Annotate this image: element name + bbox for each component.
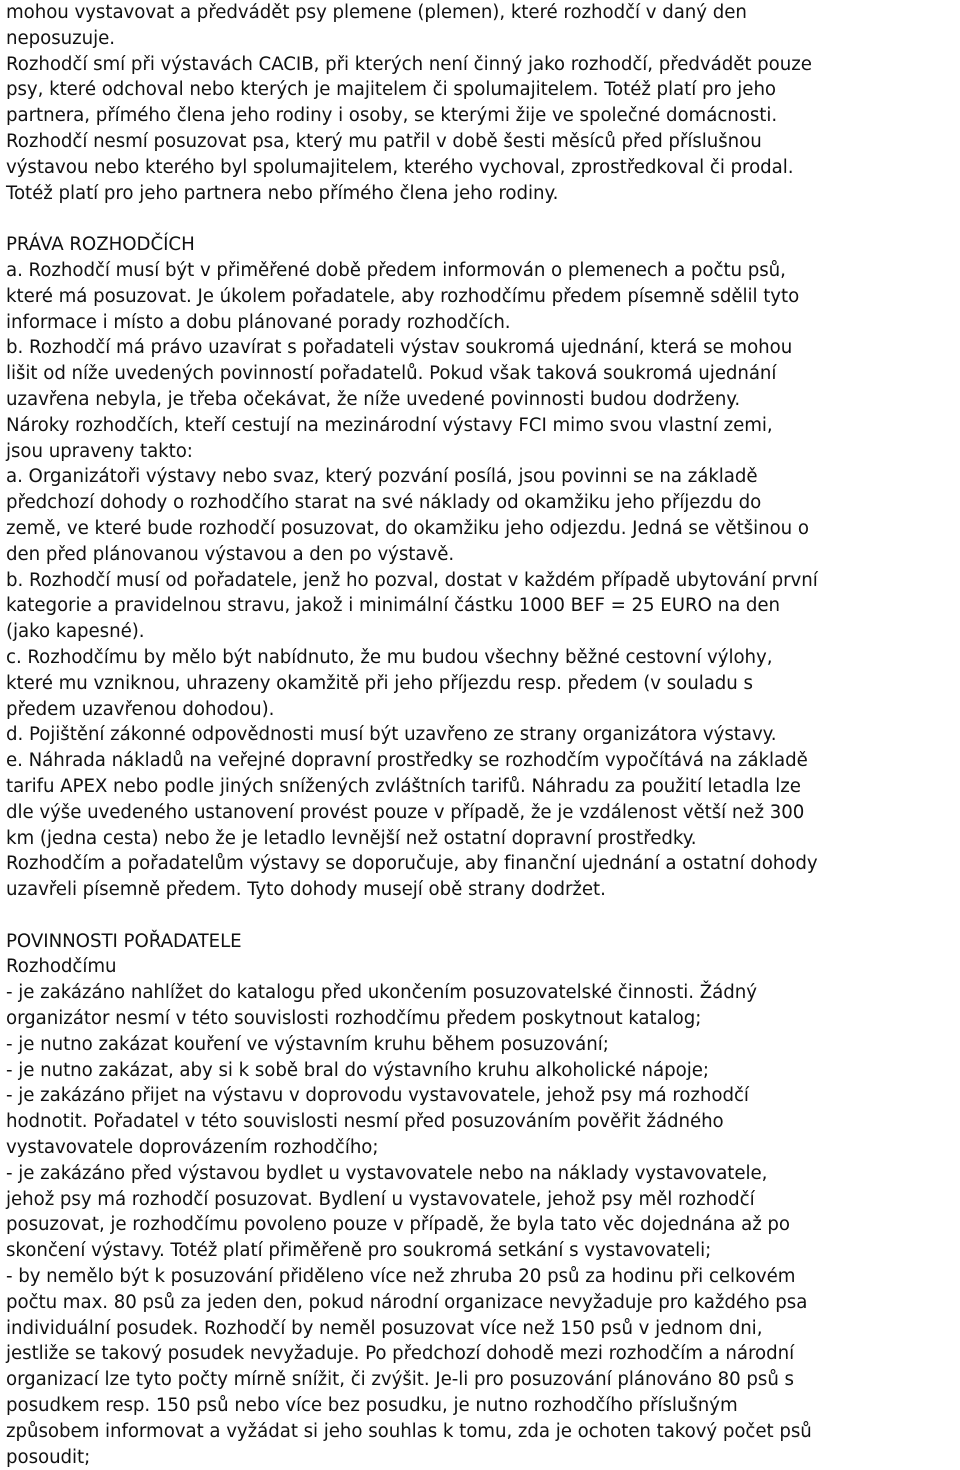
paragraph-gap [6, 903, 954, 929]
text-line: uzavřena nebyla, je třeba očekávat, že níže uvedené povinnosti budou dodrženy. [6, 388, 741, 410]
text-line: jehož psy má rozhodčí posuzovat. Bydlení u vystavovatele, jehož psy měl rozhodčí [6, 1188, 755, 1210]
text-line: - je nutno zakázat kouření ve výstavním kruhu během posuzování; [6, 1033, 609, 1055]
paragraph-gap [6, 206, 954, 232]
text-line: Rozhodčímu [6, 956, 117, 978]
text-line: km (jedna cesta) nebo že je letadlo levnější než ostatní dopravní prostředky. [6, 827, 697, 849]
text-line: den před plánovanou výstavou a den po výstavě. [6, 543, 455, 565]
text-line: způsobem informovat a vyžádat si jeho souhlas k tomu, zda je ochoten takový počet psů [6, 1420, 812, 1442]
text-line: které mu vzniknou, uhrazeny okamžitě při jeho příjezdu resp. předem (v souladu s [6, 672, 753, 694]
text-line: a. Organizátoři výstavy nebo svaz, který pozvání posílá, jsou povinni se na základě [6, 466, 758, 488]
text-line: b. Rozhodčí musí od pořadatele, jenž ho pozval, dostat v každém případě ubytování první [6, 569, 818, 591]
text-line: tarifu APEX nebo podle jiných snížených zvláštních tarifů. Náhradu za použití letadla lze [6, 775, 801, 797]
text-line: - je zakázáno nahlížet do katalogu před ukončením posuzovatelské činnosti. Žádný [6, 982, 757, 1004]
text-line: individuální posudek. Rozhodčí by neměl posuzovat více než 150 psů v jednom dni, [6, 1317, 763, 1339]
text-line: informace i místo a dobu plánované porady rozhodčích. [6, 311, 511, 333]
text-line: lišit od níže uvedených povinností pořadatelů. Pokud však taková soukromá ujednání [6, 363, 777, 385]
text-line: jestliže se takový posudek nevyžaduje. Po předchozí dohodě mezi rozhodčím a národní [6, 1343, 795, 1365]
text-line: které má posuzovat. Je úkolem pořadatele, aby rozhodčímu předem písemně sdělil tyto [6, 285, 800, 307]
text-line: výstavou nebo kterého byl spolumajitelem, kterého vychoval, zprostředkoval či prodal. [6, 156, 794, 178]
text-line: Rozhodčí nesmí posuzovat psa, který mu patřil v době šesti měsíců před příslušnou [6, 130, 762, 152]
text-line: - je zakázáno před výstavou bydlet u vystavovatele nebo na náklady vystavovatele, [6, 1162, 768, 1184]
text-line: počtu max. 80 psů za jeden den, pokud národní organizace nevyžaduje pro každého psa [6, 1291, 808, 1313]
text-line: Rozhodčím a pořadatelům výstavy se doporučuje, aby finanční ujednání a ostatní dohody [6, 853, 818, 875]
text-line: vystavovatele doprovázením rozhodčího; [6, 1137, 379, 1159]
text-line: uzavřeli písemně předem. Tyto dohody musejí obě strany dodržet. [6, 879, 606, 901]
text-line: země, ve které bude rozhodčí posuzovat, do okamžiku jeho odjezdu. Jedná se většinou o [6, 517, 809, 539]
text-line: Nároky rozhodčích, kteří cestují na mezinárodní výstavy FCI mimo svou vlastní zemi, [6, 414, 773, 436]
text-line: e. Náhrada nákladů na veřejné dopravní prostředky se rozhodčím vypočítává na základě [6, 750, 808, 772]
text-line: partnera, přímého člena jeho rodiny i osoby, se kterými žije ve společné domácnosti. [6, 105, 778, 127]
text-line: hodnotit. Pořadatel v této souvislosti nesmí před posuzováním pověřit žádného [6, 1111, 724, 1133]
text-line: organizací lze tyto počty mírně snížit, či zvýšit. Je-li pro posuzování plánováno 80 psů s [6, 1369, 794, 1391]
text-line: b. Rozhodčí má právo uzavírat s pořadateli výstav soukromá ujednání, která se mohou [6, 337, 793, 359]
text-line: - je zakázáno přijet na výstavu v doprovodu vystavovatele, jehož psy má rozhodčí [6, 1085, 749, 1107]
text-line: posuzovat, je rozhodčímu povoleno pouze v případě, že byla tato věc dojednána až po [6, 1214, 791, 1236]
text-line: dle výše uvedeného ustanovení provést pouze v případě, že je vzdálenost větší než 300 [6, 801, 805, 823]
text-line: kategorie a pravidelnou stravu, jakož i minimální částku 1000 BEF = 25 EURO na den [6, 595, 781, 617]
text-line: - by nemělo být k posuzování přiděleno více než zhruba 20 psů za hodinu při celkovém [6, 1266, 796, 1288]
text-line: mohou vystavovat a předvádět psy plemene (plemen), které rozhodčí v daný den [6, 2, 747, 23]
text-line: předem uzavřenou dohodou). [6, 698, 275, 720]
text-line: - je nutno zakázat, aby si k sobě bral do výstavního kruhu alkoholické nápoje; [6, 1059, 709, 1081]
text-line: posudkem resp. 150 psů nebo více bez posudku, je nutno rozhodčího příslušným [6, 1395, 738, 1417]
text-line: c. Rozhodčímu by mělo být nabídnuto, že mu budou všechny běžné cestovní výlohy, [6, 646, 773, 668]
text-line: organizátor nesmí v této souvislosti rozhodčímu předem poskytnout katalog; [6, 1008, 702, 1030]
text-line: (jako kapesné). [6, 621, 145, 643]
text-line: d. Pojištění zákonné odpovědnosti musí být uzavřeno ze strany organizátora výstavy. [6, 724, 777, 746]
text-line: jsou upraveny takto: [6, 440, 193, 462]
section-heading-judges-rights: PRÁVA ROZHODČÍCH [6, 234, 195, 256]
text-line: Rozhodčí smí při výstavách CACIB, při kterých není činný jako rozhodčí, předvádět pouze [6, 53, 812, 75]
section-heading-organizer-duties: POVINNOSTI POŘADATELE [6, 930, 242, 952]
text-line: neposuzuje. [6, 27, 115, 49]
text-line: skončení výstavy. Totéž platí přiměřeně pro soukromá setkání s vystavovateli; [6, 1240, 712, 1262]
text-line: předchozí dohody o rozhodčího starat na své náklady od okamžiku jeho příjezdu do [6, 492, 762, 514]
text-line: Totéž platí pro jeho partnera nebo přímého člena jeho rodiny. [6, 182, 559, 204]
text-line: a. Rozhodčí musí být v přiměřené době předem informován o plemenech a počtu psů, [6, 259, 786, 281]
text-line: posoudit; [6, 1446, 91, 1468]
text-line: psy, které odchoval nebo kterých je majitelem či spolumajitelem. Totéž platí pro jeho [6, 79, 776, 101]
